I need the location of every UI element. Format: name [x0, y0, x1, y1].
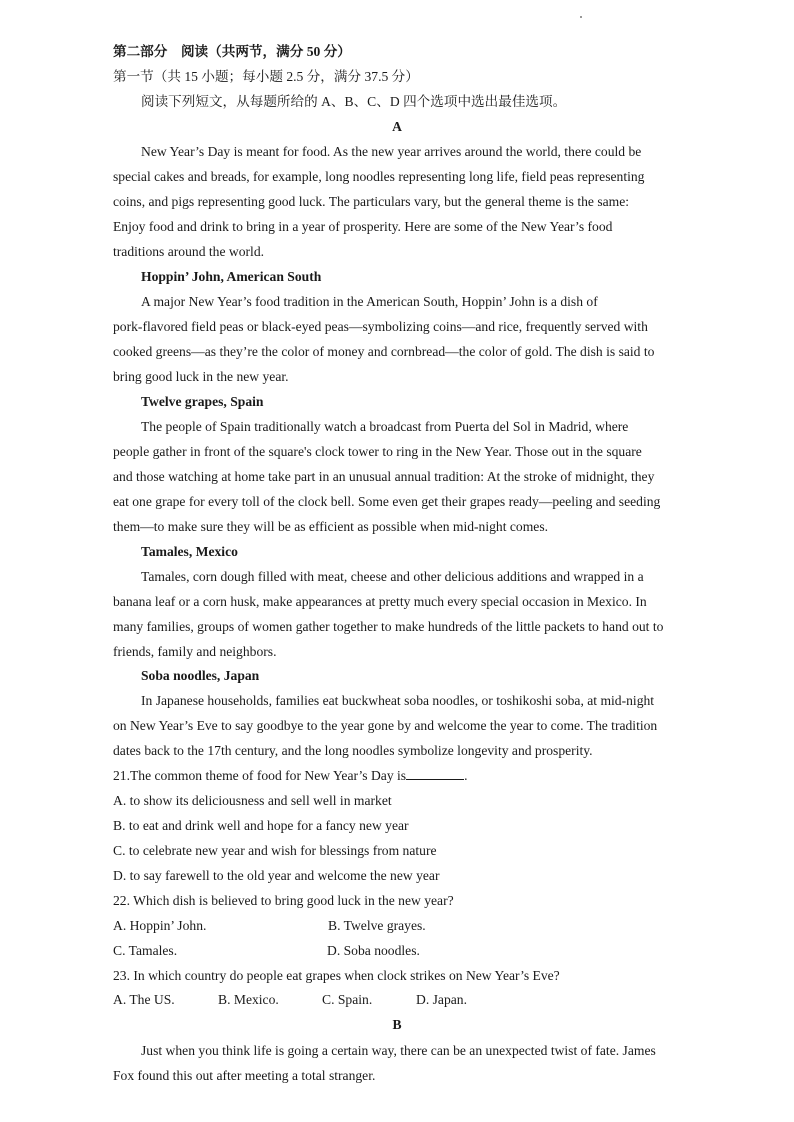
tamales-line: friends, family and neighbors. — [113, 644, 277, 659]
q23-option-a: A. The US. — [113, 992, 175, 1007]
hoppin-john-line: bring good luck in the new year. — [113, 369, 289, 384]
passage-a-intro-line: coins, and pigs representing good luck. The particulars vary, but the general theme is the same: — [113, 194, 630, 209]
twelve-grapes-line: eat one grape for every toll of the clock bell. Some even get their grapes ready—peeling and seeding — [113, 494, 661, 509]
q21-option-c: C. to celebrate new year and wish for blessings from nature — [113, 843, 437, 858]
twelve-grapes-line: and those watching at home take part in an unusual annual tradition: At the stroke of midnight, they — [113, 469, 655, 484]
passage-b-line: Fox found this out after meeting a total stranger. — [113, 1068, 376, 1083]
passage-a-intro-line: New Year’s Day is meant for food. As the new year arrives around the world, there could be — [141, 144, 642, 159]
soba-noodles-line: on New Year’s Eve to say goodbye to the year gone by and welcome the year to come. The tradition — [113, 718, 658, 733]
soba-noodles-line: In Japanese households, families eat buckwheat soba noodles, or toshikoshi soba, at mid-night — [141, 693, 655, 708]
q21-option-d: D. to say farewell to the old year and welcome the new year — [113, 868, 440, 883]
hoppin-john-line: cooked greens—as they’re the color of money and cornbread—the color of gold. The dish is said to — [113, 344, 655, 359]
twelve-grapes-line: The people of Spain traditionally watch a broadcast from Puerta del Sol in Madrid, where — [141, 419, 629, 434]
heading-tamales: Tamales, Mexico — [141, 544, 238, 559]
passage-a-intro-line: special cakes and breads, for example, long noodles representing long life, field peas representing — [113, 169, 645, 184]
q21-option-b: B. to eat and drink well and hope for a fancy new year — [113, 818, 409, 833]
soba-noodles-line: dates back to the 17th century, and the long noodles symbolize longevity and prosperity. — [113, 743, 593, 758]
question-21-end: . — [464, 768, 468, 783]
tamales-line: banana leaf or a corn husk, make appearances at pretty much every special occasion in Mexico. In — [113, 594, 647, 609]
instruction: 阅读下列短文，从每题所给的 A、B、C、D 四个选项中选出最佳选项。 — [141, 94, 567, 109]
q22-option-a: A. Hoppin’ John. — [113, 918, 207, 933]
passage-a-intro-line: Enjoy food and drink to bring in a year of prosperity. Here are some of the New Year’s food — [113, 219, 613, 234]
q23-option-d: D. Japan. — [416, 992, 467, 1007]
q21-option-a: A. to show its deliciousness and sell well in market — [113, 793, 392, 808]
answer-blank — [406, 767, 464, 780]
passage-b-line: Just when you think life is going a certain way, there can be an unexpected twist of fate. James — [141, 1043, 656, 1058]
scan-speck — [580, 16, 582, 18]
tamales-line: Tamales, corn dough filled with meat, cheese and other delicious additions and wrapped in a — [141, 569, 644, 584]
passage-b-label: B — [392, 1017, 402, 1032]
part-title: 第二部分 阅读（共两节，满分 50 分） — [113, 44, 351, 59]
tamales-line: many families, groups of women gather together to make hundreds of the little packets to hand out to — [113, 619, 664, 634]
heading-hoppin-john: Hoppin’ John, American South — [141, 269, 322, 284]
q22-option-c: C. Tamales. — [113, 943, 178, 958]
heading-soba-noodles: Soba noodles, Japan — [141, 668, 260, 683]
q23-option-b: B. Mexico. — [218, 992, 279, 1007]
q22-option-d: D. Soba noodles. — [327, 943, 420, 958]
question-22-stem: 22. Which dish is believed to bring good luck in the new year? — [113, 893, 454, 908]
question-21 — [113, 767, 468, 785]
passage-a-label: A — [392, 119, 402, 134]
question-21-stem: 21.The common theme of food for New Year’s Day is — [113, 768, 407, 783]
hoppin-john-line: A major New Year’s food tradition in the American South, Hoppin’ John is a dish of — [141, 294, 598, 309]
q23-option-c: C. Spain. — [322, 992, 373, 1007]
hoppin-john-line: pork-flavored field peas or black-eyed peas—symbolizing coins—and rice, frequently served with — [113, 319, 648, 334]
q22-option-b: B. Twelve grayes. — [328, 918, 426, 933]
heading-twelve-grapes: Twelve grapes, Spain — [141, 394, 264, 409]
twelve-grapes-line: people gather in front of the square's clock tower to ring in the New Year. Those out in the square — [113, 444, 642, 459]
passage-a-intro-line: traditions around the world. — [113, 244, 265, 259]
question-23-stem: 23. In which country do people eat grapes when clock strikes on New Year’s Eve? — [113, 968, 560, 983]
twelve-grapes-line: them—to make sure they will be as efficient as possible when mid-night comes. — [113, 519, 549, 534]
section-title: 第一节（共 15 小题；每小题 2.5 分，满分 37.5 分） — [113, 69, 419, 84]
